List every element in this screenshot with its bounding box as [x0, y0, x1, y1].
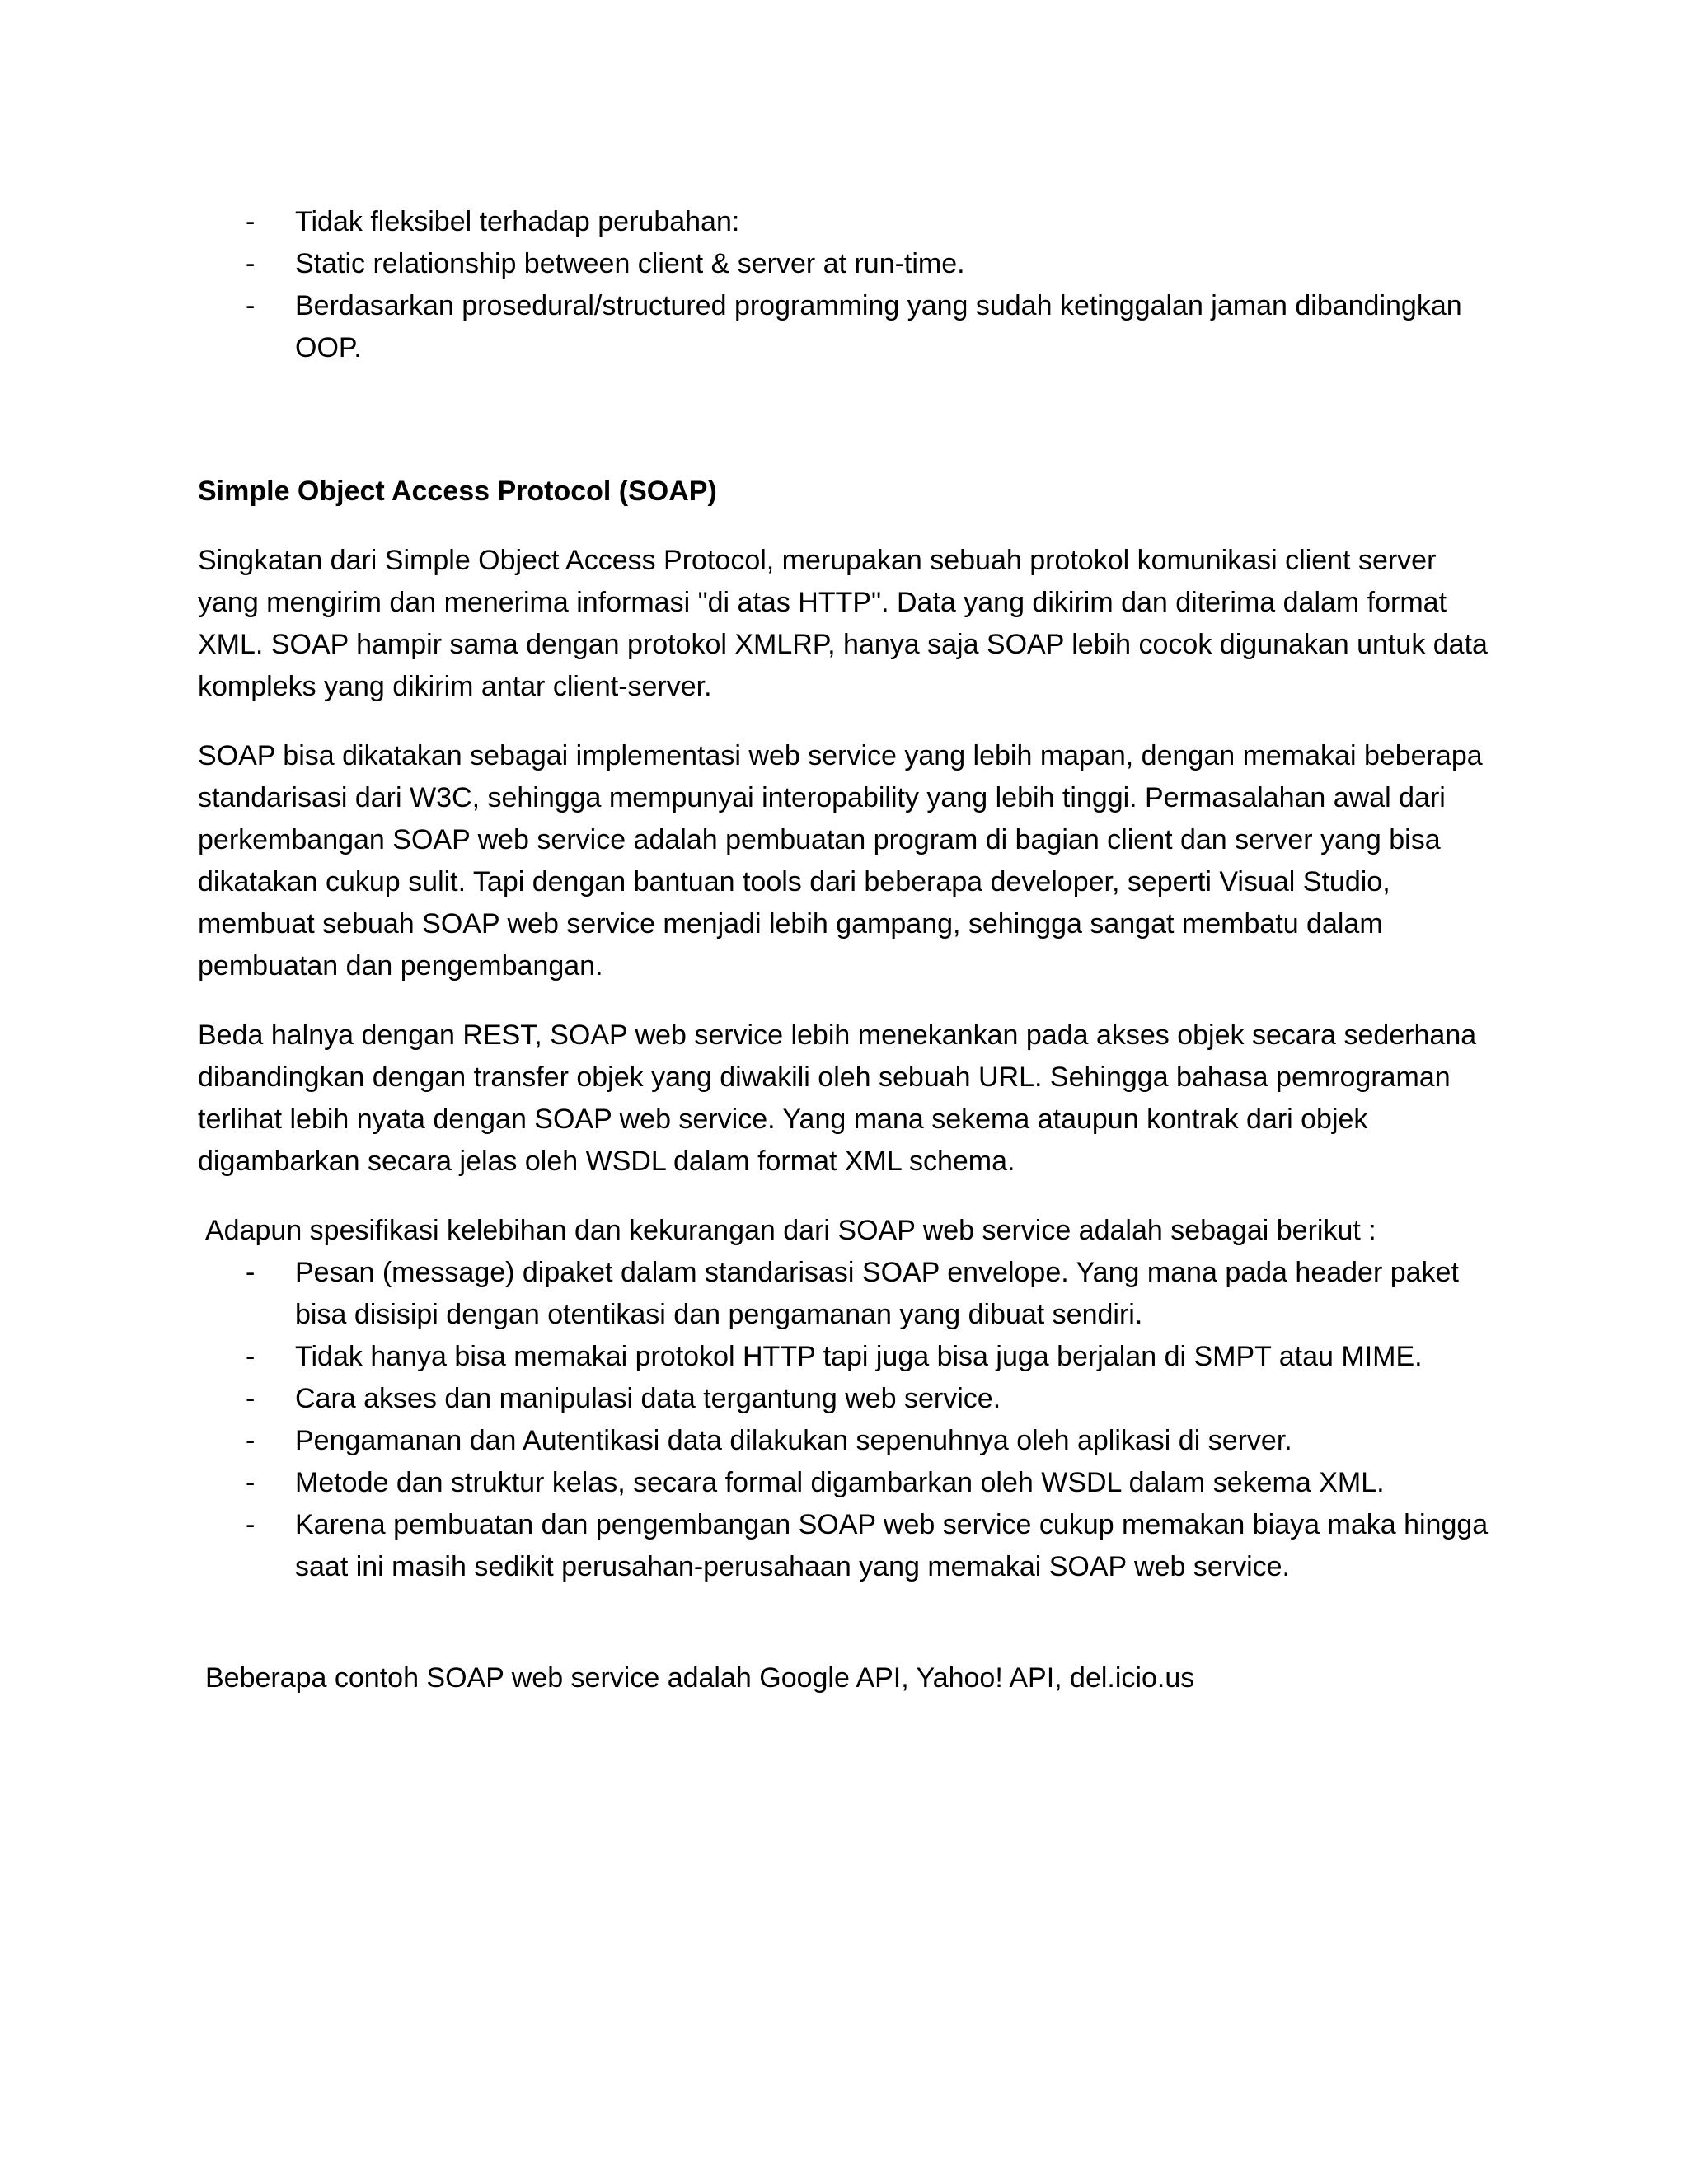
list-dash: - — [246, 290, 256, 321]
list-intro: Adapun spesifikasi kelebihan dan kekurangan dari SOAP web service adalah sebagai berikut : — [205, 1215, 1376, 1246]
list-dash: - — [246, 248, 256, 279]
list-dash: - — [246, 1425, 256, 1456]
closing-paragraph: Beberapa contoh SOAP web service adalah Google API, Yahoo! API, del.icio.us — [205, 1662, 1195, 1694]
list-item-text: Cara akses dan manipulasi data tergantung web service. — [295, 1383, 1001, 1414]
list-item-text: Pengamanan dan Autentikasi data dilakukan sepenuhnya oleh aplikasi di server. — [295, 1425, 1292, 1456]
disadvantages-list — [198, 201, 1500, 369]
list-item-text: Pesan (message) dipaket dalam standarisasi SOAP envelope. Yang mana pada header paket bisa disisipi dengan otentikasi dan pengamanan yang dibuat sendiri. — [295, 1257, 1459, 1330]
list-item — [198, 201, 1500, 243]
features-list — [198, 1252, 1500, 1588]
paragraph: Singkatan dari Simple Object Access Protocol, merupakan sebuah protokol komunikasi client server yang mengirim dan menerima informasi "di atas HTTP". Data yang dikirim dan diterima dalam format XML. SOAP hampir sama dengan protokol XMLRP, hanya saja SOAP lebih cocok digunakan untuk data kompleks yang dikirim antar client-server. — [198, 545, 1488, 702]
document-body — [198, 201, 1500, 1699]
section-heading: Simple Object Access Protocol (SOAP) — [198, 476, 717, 507]
list-item — [198, 285, 1500, 369]
list-item — [198, 1336, 1500, 1378]
list-item — [198, 1504, 1500, 1588]
list-dash: - — [246, 206, 256, 237]
list-item-text: Tidak fleksibel terhadap perubahan: — [295, 206, 740, 237]
list-item — [198, 1252, 1500, 1336]
list-item-text: Karena pembuatan dan pengembangan SOAP web service cukup memakan biaya maka hingga saat ini masih sedikit perusahan-perusahaan yang memakai SOAP web service. — [295, 1509, 1489, 1582]
list-dash: - — [246, 1467, 256, 1498]
list-item — [198, 1378, 1500, 1420]
list-item — [198, 1420, 1500, 1462]
paragraph: Beda halnya dengan REST, SOAP web service lebih menekankan pada akses objek secara sederhana dibandingkan dengan transfer objek yang diwakili oleh sebuah URL. Sehingga bahasa pemrograman terlihat lebih nyata dengan SOAP web service. Yang mana sekema ataupun kontrak dari objek digambarkan secara jelas oleh WSDL dalam format XML schema. — [198, 1019, 1477, 1177]
list-item-text: Tidak hanya bisa memakai protokol HTTP tapi juga bisa juga berjalan di SMPT atau MIME. — [295, 1341, 1423, 1372]
list-item-text: Static relationship between client & server at run-time. — [295, 248, 965, 279]
list-item — [198, 1462, 1500, 1504]
list-dash: - — [246, 1383, 256, 1414]
list-dash: - — [246, 1341, 256, 1372]
list-item-text: Metode dan struktur kelas, secara formal digambarkan oleh WSDL dalam sekema XML. — [295, 1467, 1385, 1498]
list-item — [198, 243, 1500, 285]
paragraph: SOAP bisa dikatakan sebagai implementasi web service yang lebih mapan, dengan memakai beberapa standarisasi dari W3C, sehingga mempunyai interopability yang lebih tinggi. Permasalahan awal dari perkembangan SOAP web service adalah pembuatan program di bagian client dan server yang bisa dikatakan cukup sulit. Tapi dengan bantuan tools dari beberapa developer, seperti Visual Studio, membuat sebuah SOAP web service menjadi lebih gampang, sehingga sangat membatu dalam pembuatan dan pengembangan. — [198, 740, 1483, 982]
list-dash: - — [246, 1257, 256, 1288]
list-dash: - — [246, 1509, 256, 1540]
list-item-text: Berdasarkan prosedural/structured programming yang sudah ketinggalan jaman dibandingkan OOP. — [295, 290, 1462, 363]
